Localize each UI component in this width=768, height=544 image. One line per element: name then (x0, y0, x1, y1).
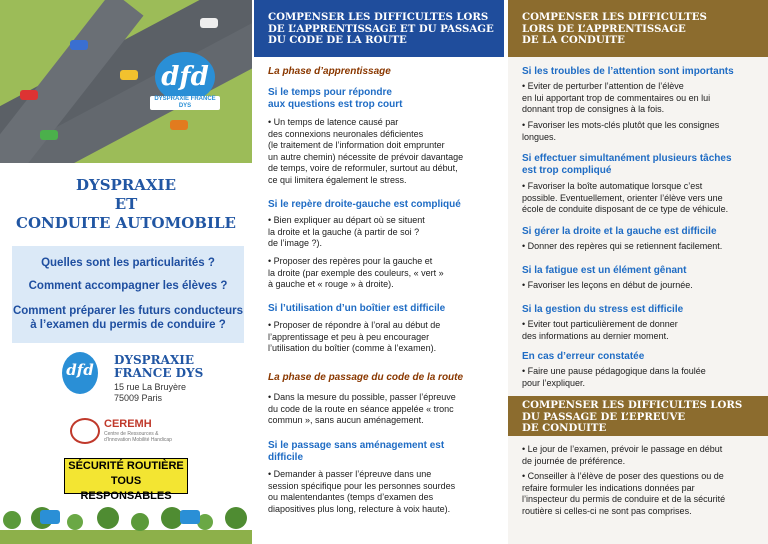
bullet-jour-examen (522, 444, 766, 467)
road-safety-badge (64, 458, 188, 502)
address-line-1: 15 rue La Bruyère (114, 382, 187, 392)
text-line: • Donner des repères qui se retiennent facilement. (522, 241, 723, 251)
conduite-header-line-2: LORS DE L’APPRENTISSAGE (522, 22, 686, 35)
dfd-mini-logo: dfd (62, 352, 98, 394)
epreuve-header-line-3: DE CONDUITE (522, 422, 607, 434)
question-erreur (522, 351, 754, 363)
title-line-3: CONDUITE AUTOMOBILE (16, 214, 236, 232)
text-line: • Bien expliquer au départ où se situent (268, 215, 425, 225)
text-line: l’inspecteur du permis de conduire et de la sécurité (522, 494, 726, 504)
ceremh-mark-icon (70, 418, 100, 444)
question-taches-simultanees (522, 153, 754, 177)
text-line: routière si celles-ci ne sont pas comprises. (522, 505, 692, 516)
text-line: • Un temps de latence causé par (268, 117, 399, 127)
question-3: Comment préparer les futurs conducteurs (12, 305, 244, 317)
conduite-section-header (508, 0, 768, 57)
bullet-reperes (522, 241, 766, 253)
ceremh-logo (70, 416, 190, 446)
question-droite-gauche (268, 199, 500, 211)
org-name-line-1: DYSPRAXIE (114, 353, 195, 367)
text-line: de temps, voire de reformuler, surtout au début, (268, 163, 458, 173)
conduite-column (508, 0, 768, 544)
phase-passage-code-title: La phase de passage du code de la route (268, 372, 464, 383)
question-line: aux questions est trop court (268, 99, 403, 110)
badge-line-2: TOUS RESPONSABLES (80, 475, 172, 502)
bullet-tronc-commun (268, 392, 500, 427)
question-droite-gauche-conduite (522, 226, 754, 238)
text-line: du code de la route en séance appelée « tronc (268, 403, 454, 414)
phase-apprentissage-title: La phase d’apprentissage (268, 66, 391, 77)
road-illustration (0, 0, 252, 163)
text-line: commun », sans aucun aménagement. (268, 415, 424, 425)
bullet-mots-cles (522, 120, 762, 143)
text-line: • Demander à passer l’épreuve dans une (268, 469, 432, 479)
conduite-header-line-1: COMPENSER LES DIFFICULTES (522, 11, 707, 23)
code-header-line-3: DU CODE DE LA ROUTE (268, 34, 407, 46)
title-line-1: DYSPRAXIE (75, 176, 177, 194)
badge-line-1: SÉCURITÉ ROUTIÈRE (68, 460, 184, 472)
text-line: l’utilisation du boîtier (comme à l’examen). (268, 343, 437, 353)
text-line: à gauche et « rouge » à droite). (268, 279, 394, 289)
text-line: diapositives plus long, relecture à voix haute). (268, 503, 451, 514)
text-line: • Le jour de l’examen, prévoir le passage en début (522, 444, 723, 454)
bullet-reperes-couleurs (268, 256, 500, 291)
text-line: des informations au dernier moment. (522, 330, 669, 341)
text-line: • Eviter de perturber l’attention de l’élève (522, 81, 684, 91)
bullet-boitier (268, 320, 500, 355)
text-line: longues. (522, 131, 557, 142)
question-temps (268, 87, 500, 111)
question-line: Si le passage sans aménagement est (268, 440, 445, 451)
title-line-2: ET (114, 195, 138, 213)
question-line: Si le temps pour répondre (268, 87, 392, 98)
bullet-boite-automatique (522, 181, 766, 216)
text-line: école de conduite disposant de ce type de véhicule. (522, 204, 729, 214)
text-line: la droite (par exemple des couleurs, « vert » (268, 267, 444, 278)
bullet-lecons-debut-journee (522, 280, 766, 292)
bullet-informations-dernier-moment (522, 319, 766, 342)
text-line: • Favoriser les mots-clés plutôt que les consignes (522, 120, 720, 130)
question-line: Si effectuer simultanément plusieurs tâches (522, 153, 732, 164)
cover-panel (0, 0, 252, 544)
bullet-pause-pedagogique (522, 366, 766, 389)
logo-ribbon: DYSPRAXIE FRANCE DYS (150, 96, 220, 110)
question-line: Si la gestion du stress est difficile (522, 304, 684, 315)
text-line: (le traitement de l’information doit emprunter (268, 140, 445, 150)
question-line: difficile (268, 452, 304, 463)
text-line: un autre chemin) nécessite de prévoir davantage (268, 151, 464, 162)
bullet-temps-latence (268, 117, 500, 186)
text-line: • Proposer de répondre à l’oral au début de (268, 320, 441, 330)
ceremh-subtitle: Centre de Ressources & d'Innovation Mobilité Handicap (104, 431, 172, 443)
bullet-eviter-perturber (522, 81, 762, 116)
question-line: est trop compliqué (522, 165, 612, 176)
org-address (114, 382, 186, 404)
question-line: Si l’utilisation d’un boîtier est difficile (268, 303, 446, 314)
org-name-line-2: FRANCE DYS (114, 366, 204, 380)
text-line: • Proposer des repères pour la gauche et (268, 256, 433, 266)
question-line: Si les troubles de l’attention sont importants (522, 66, 734, 77)
question-sans-amenagement (268, 440, 500, 464)
text-line: • Conseiller à l’élève de poser des questions ou de (522, 471, 724, 481)
text-line: • Eviter tout particulièrement de donner (522, 319, 678, 329)
organization-block (62, 352, 242, 412)
code-header-line-1: COMPENSER LES DIFFICULTES LORS (268, 11, 489, 23)
question-line: En cas d’erreur constatée (522, 351, 645, 362)
org-name (114, 354, 203, 380)
question-4: à l’examen du permis de conduire ? (30, 319, 226, 331)
logo-text: dfd (155, 52, 215, 102)
text-line: en lui apportant trop de commentaires ou en lui (522, 92, 711, 103)
conduite-header-line-3: DE LA CONDUITE (522, 34, 625, 46)
text-line: • Dans la mesure du possible, passer l’épreuve (268, 392, 456, 402)
text-line: • Favoriser la boîte automatique lorsque c’est (522, 181, 703, 191)
text-line: session spécifique pour les personnes sourdes (268, 480, 456, 491)
footer-trees-illustration (0, 496, 252, 544)
question-boitier (268, 303, 500, 315)
question-stress (522, 304, 754, 316)
text-line: la droite et la gauche (à partir de soi ? (268, 226, 420, 237)
epreuve-header-line-1: COMPENSER LES DIFFICULTES LORS (522, 399, 743, 411)
bullet-poser-questions (522, 471, 768, 517)
text-line: refaire formuler les indications données par (522, 482, 695, 493)
epreuve-section-header (508, 396, 768, 436)
question-fatigue (522, 265, 754, 277)
questions-box (12, 246, 244, 343)
question-1: Quelles sont les particularités ? (41, 257, 215, 269)
dfd-logo (150, 52, 220, 112)
question-line: Si le repère droite-gauche est compliqué (268, 199, 461, 210)
text-line: • Favoriser les leçons en début de journée. (522, 280, 693, 290)
bullet-session-specifique (268, 469, 500, 515)
bullet-expliquer-droite-gauche (268, 215, 500, 250)
text-line: donnant trop de consignes à la fois. (522, 104, 665, 114)
question-attention (522, 66, 754, 78)
question-line: Si gérer la droite et la gauche est difficile (522, 226, 717, 237)
address-line-2: 75009 Paris (114, 393, 163, 403)
code-header-line-2: DE L’APPRENTISSAGE ET DU PASSAGE (268, 22, 494, 35)
epreuve-header-line-2: DU PASSAGE DE L’EPREUVE (522, 410, 686, 423)
page-title (0, 176, 252, 233)
text-line: l’apprentissage et peu à peu encourager (268, 331, 430, 342)
text-line: de journée de préférence. (522, 455, 626, 466)
question-line: Si la fatigue est un élément gênant (522, 265, 687, 276)
code-section-header (254, 0, 504, 57)
ceremh-name: CEREMH (104, 418, 152, 430)
code-column (254, 0, 504, 544)
text-line: • Faire une pause pédagogique dans la foulée (522, 366, 706, 376)
text-line: ou malentendantes (temps d’examen des (268, 492, 434, 502)
question-2: Comment accompagner les élèves ? (28, 280, 228, 292)
text-line: possible. Eventuellement, orienter l’élève vers une (522, 192, 723, 203)
text-line: des connexions neuronales déficientes (268, 128, 424, 139)
text-line: ce qui limitera également le stress. (268, 174, 407, 185)
text-line: de l’image ?). (268, 238, 323, 248)
text-line: pour l’expliquer. (522, 377, 586, 388)
